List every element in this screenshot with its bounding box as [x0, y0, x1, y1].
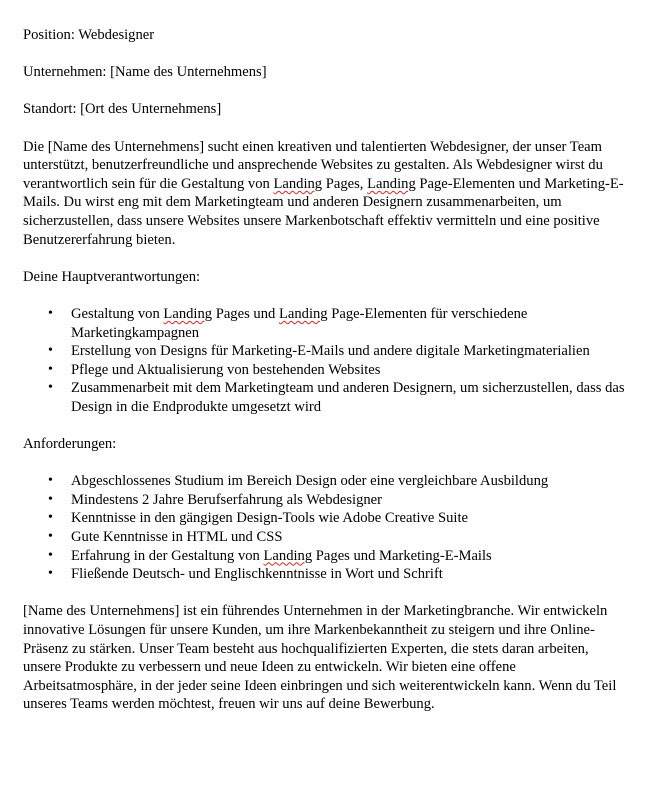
- bullet-icon: •: [48, 380, 53, 396]
- spellcheck-marked-word: Landing: [367, 175, 416, 192]
- spellcheck-marked-word: Landing: [278, 305, 328, 322]
- list-item: [48, 379, 630, 416]
- list-item-text: Erstellung von Designs für Marketing-E-Mails und andere digitale Marketingmaterialien: [71, 343, 590, 360]
- intro-text: Die [Name des Unternehmens] sucht einen kreativen und talentierten Webdesigner, der unser Team unterstützt, benutzerfreundliche und ansprechende Websites zu gestalten. Als Webdesigner wirst du verantwortlich sein für die Gestaltung von: [23, 138, 603, 192]
- list-item-text: Gute Kenntnisse in HTML und CSS: [71, 529, 283, 546]
- location-line: Standort: [Ort des Unternehmens]: [23, 101, 222, 118]
- position-line: Position: Webdesigner: [23, 27, 155, 43]
- list-item-text: Pages und: [212, 305, 279, 322]
- list-item-text: Kenntnisse in den gängigen Design-Tools wie Adobe Creative Suite: [71, 510, 468, 527]
- list-item-text: Erfahrung in der Gestaltung von: [71, 547, 264, 564]
- intro-text: Page-Elementen und Marketing-E-Mails. Du wirst eng mit dem Marketingteam und anderen Designern zusammenarbeiten, um sicherzustellen, dass unsere Websites unsere Markenbotschaft effektiv vermitteln und eine positive Benutzererfahrung bieten.: [23, 175, 624, 248]
- list-item: [48, 547, 630, 566]
- list-item: [48, 361, 630, 380]
- bullet-icon: •: [48, 491, 53, 507]
- list-item: [48, 509, 630, 528]
- closing-paragraph: [Name des Unternehmens] ist ein führendes Unternehmen in der Marketingbranche. Wir entwickeln innovative Lösungen für unsere Kunden, um ihre Markenbekanntheit zu steigern und ihre Online-Präsenz zu stärken. Unser Team besteht aus hochqualifizierten Experten, die stets daran arbeiten, unsere Produkte zu verbessern und neue Ideen zu entwickeln. Wir bieten eine offene Arbeitsatmosphäre, in der jeder seine Ideen einbringen und sich weiterentwickeln kann. Wenn du Teil unseres Teams werden möchtest, freuen wir uns auf deine Bewerbung.: [23, 603, 617, 713]
- requirements-heading: Anforderungen:: [23, 436, 117, 453]
- bullet-icon: •: [48, 566, 53, 582]
- responsibilities-list: [23, 305, 630, 417]
- bullet-icon: •: [48, 473, 53, 489]
- list-item-text: Page-Elementen für verschiedene Marketingkampagnen: [71, 305, 528, 341]
- list-item: [48, 528, 630, 547]
- bullet-icon: •: [48, 529, 53, 545]
- spellcheck-marked-word: Landing: [263, 547, 313, 564]
- bullet-icon: •: [48, 305, 53, 321]
- list-item: [48, 305, 630, 342]
- responsibilities-heading: Deine Hauptverantwortungen:: [23, 268, 201, 285]
- intro-paragraph: [23, 138, 630, 250]
- bullet-icon: •: [48, 547, 53, 563]
- list-item-text: Abgeschlossenes Studium im Bereich Design oder eine vergleichbare Ausbildung: [71, 473, 549, 490]
- list-item: [48, 342, 630, 361]
- intro-text: Pages,: [322, 175, 368, 192]
- list-item-text: Gestaltung von: [71, 305, 164, 322]
- spellcheck-marked-word: Landing: [163, 305, 213, 322]
- list-item: [48, 491, 630, 510]
- list-item-text: Mindestens 2 Jahre Berufserfahrung als Webdesigner: [71, 491, 383, 508]
- list-item: [48, 565, 630, 584]
- bullet-icon: •: [48, 510, 53, 526]
- list-item: [48, 472, 630, 491]
- bullet-icon: •: [48, 343, 53, 359]
- company-line: Unternehmen: [Name des Unternehmens]: [23, 64, 267, 81]
- list-item-text: Fließende Deutsch- und Englischkenntnisse in Wort und Schrift: [71, 566, 443, 583]
- requirements-list: [23, 472, 630, 584]
- spellcheck-marked-word: Landing: [273, 175, 323, 192]
- list-item-text: Zusammenarbeit mit dem Marketingteam und anderen Designern, um sicherzustellen, dass das Design in die Endprodukte umgesetzt wird: [71, 380, 625, 415]
- bullet-icon: •: [48, 361, 53, 377]
- list-item-text: Pflege und Aktualisierung von bestehenden Websites: [71, 361, 381, 378]
- list-item-text: Pages und Marketing-E-Mails: [312, 547, 492, 564]
